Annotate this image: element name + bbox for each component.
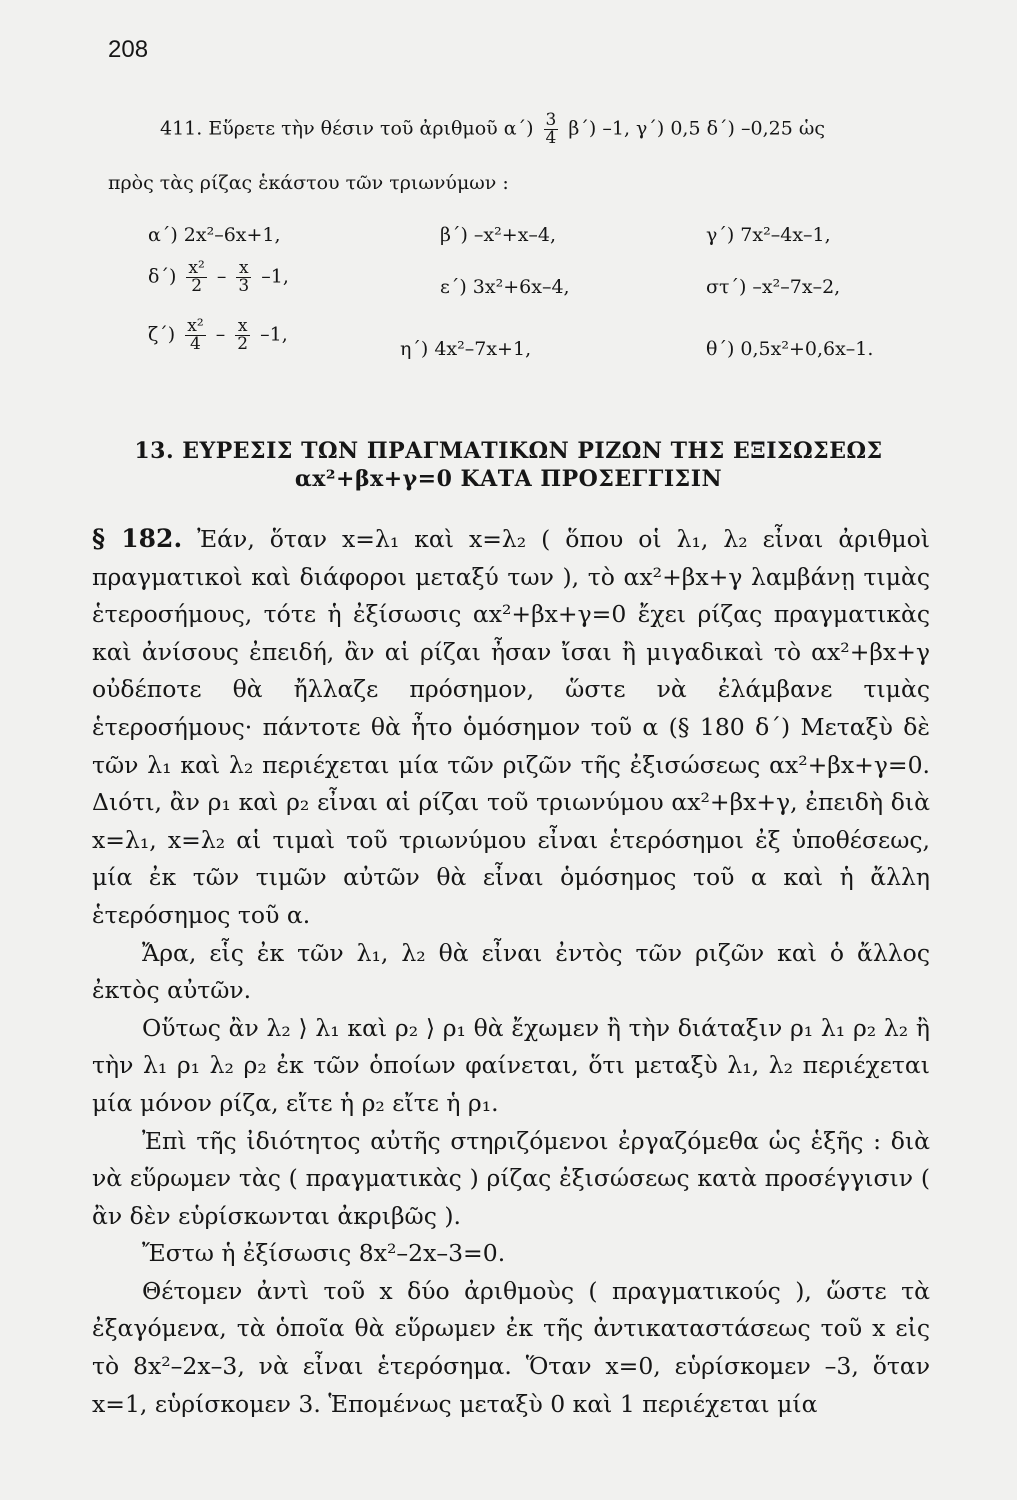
- section-heading-line2: αx²+βx+γ=0 ΚΑΤΑ ΠΡΟΣΕΓΓΙΣΙΝ: [294, 466, 723, 492]
- paragraph-1-text: Ἐάν, ὅταν x=λ₁ καὶ x=λ₂ ( ὅπου οἱ λ₁, λ₂ εἶναι ἀριθμοὶ πραγματικοὶ καὶ διάφοροι μεταξύ των ), τὸ αx²+βx+γ λαμβάνῃ τιμὰς ἑτεροσήμους, τότε ἡ ἐξίσωσις αx²+βx+γ=0 ἔχει ρίζας πραγματικὰς καὶ ἀνίσους ἐπειδή, ἂν αἱ ρίζαι ἦσαν ἴσαι ἢ μιγαδικαὶ τὸ αx²+βx+γ οὐδέποτε θὰ ἤλλαζε πρόσημον, ὥστε νὰ ἐλάμβανε τιμὰς ἑτεροσήμους· πάντοτε θὰ ἦτο ὁμόσημον τοῦ α (§ 180 δ΄) Μεταξὺ δὲ τῶν λ₁ καὶ λ₂ περιέχεται μία τῶν ριζῶν τῆς ἐξισώσεως αx²+βx+γ=0. Διότι, ἂν ρ₁ καὶ ρ₂ εἶναι αἱ ρίζαι τοῦ τριωνύμου αx²+βx+γ, ἐπειδὴ διὰ x=λ₁, x=λ₂ αἱ τιμαὶ τοῦ τριωνύμου εἶναι ἑτερόσημοι ἐξ ὑποθέσεως, μία ἐκ τῶν τιμῶν αὐτῶν θὰ εἶναι ὁμόσημος τοῦ α καὶ ἡ ἄλλη ἑτερόσημος τοῦ α.: [92, 525, 930, 929]
- section-heading-line1: 13. ΕΥΡΕΣΙΣ ΤΩΝ ΠΡΑΓΜΑΤΙΚΩΝ ΡΙΖΩΝ ΤΗΣ ΕΞΙΣΩΣΕΩΣ: [134, 438, 883, 464]
- fraction-denominator: 4: [545, 128, 557, 148]
- trinomial-d: δ΄) $\frac{\text{x²}}{2}$ – $\frac{x}{3}$ –1,: [148, 258, 289, 296]
- section-number: § 182.: [92, 524, 183, 553]
- trinomial-st: στ΄) –x²–7x–2,: [706, 276, 841, 298]
- exercise-intro-line1: [160, 112, 825, 147]
- fraction-numerator: 3: [545, 110, 557, 130]
- fraction-x2-over-4: $\frac{\text{x²}}{4}$: [187, 316, 204, 354]
- paragraph-4: Ἐπὶ τῆς ἰδιότητος αὐτῆς στηριζόμενοι ἐργαζόμεθα ὡς ἑξῆς : διὰ νὰ εὕρωμεν τὰς ( πραγματικὰς ) ρίζας ἐξισώσεως κατὰ προσέγγισιν ( ἂν δὲν εὑρίσκωνται ἀκριβῶς ).: [92, 1126, 930, 1230]
- trinomial-a: α΄) 2x²–6x+1,: [148, 224, 281, 246]
- paragraph-1: [92, 520, 930, 935]
- fraction-x-over-3: $\frac{x}{3}$: [238, 258, 250, 296]
- trinomial-z: ζ΄) $\frac{\text{x²}}{4}$ – $\frac{x}{2}$ –1,: [148, 316, 288, 354]
- trinomial-d-label: δ΄): [148, 265, 177, 288]
- paragraph-3: Οὕτως ἂν λ₂ ⟩ λ₁ καὶ ρ₂ ⟩ ρ₁ θὰ ἔχωμεν ἢ τὴν διάταξιν ρ₁ λ₁ ρ₂ λ₂ ἢ τὴν λ₁ ρ₁ λ₂ ρ₂ ἐκ τῶν ὁποίων φαίνεται, ὅτι μεταξὺ λ₁, λ₂ περιέχεται μία μόνον ρίζα, εἴτε ἡ ρ₂ εἴτε ἡ ρ₁.: [92, 1013, 930, 1117]
- exercise-intro-line2: πρὸς τὰς ρίζας ἑκάστου τῶν τριωνύμων :: [108, 172, 509, 194]
- exercise-intro-b: β΄) –1, γ΄) 0,5 δ΄) –0,25 ὡς: [568, 117, 825, 140]
- fraction-x-over-2: $\frac{x}{2}$: [237, 316, 249, 354]
- trinomial-h: η΄) 4x²–7x+1,: [400, 338, 532, 360]
- trinomial-c: γ΄) 7x²–4x–1,: [706, 224, 831, 246]
- paragraph-2: Ἄρα, εἷς ἐκ τῶν λ₁, λ₂ θὰ εἶναι ἐντὸς τῶν ριζῶν καὶ ὁ ἄλλος ἐκτὸς αὐτῶν.: [92, 938, 930, 1005]
- trinomial-b: β΄) –x²+x–4,: [440, 224, 557, 246]
- paragraph-5: Ἔστω ἡ ἐξίσωσις 8x²–2x–3=0.: [142, 1239, 506, 1268]
- trinomial-e: ε΄) 3x²+6x–4,: [440, 276, 570, 298]
- fraction-three-quarters: [544, 112, 559, 147]
- fraction-x2-over-2: $\frac{\text{x²}}{2}$: [188, 258, 205, 296]
- page-number: 208: [108, 36, 149, 63]
- body-text: [92, 520, 930, 1423]
- exercise-intro-a: 411. Εὕρετε τὴν θέσιν τοῦ ἀριθμοῦ α΄): [160, 117, 534, 140]
- paragraph-6: Θέτομεν ἀντὶ τοῦ x δύο ἀριθμοὺς ( πραγματικούς ), ὥστε τὰ ἐξαγόμενα, τὰ ὁποῖα θὰ εὕρωμεν ἐκ τῆς ἀντικαταστάσεως τοῦ x εἰς τὸ 8x²–2x–3, νὰ εἶναι ἑτερόσημα. Ὅταν x=0, εὑρίσκομεν –3, ὅταν x=1, εὑρίσκομεν 3. Ἑπομένως μεταξὺ 0 καὶ 1 περιέχεται μία: [92, 1276, 930, 1418]
- trinomial-th: θ΄) 0,5x²+0,6x–1.: [706, 338, 874, 360]
- trinomial-z-label: ζ΄): [148, 323, 176, 346]
